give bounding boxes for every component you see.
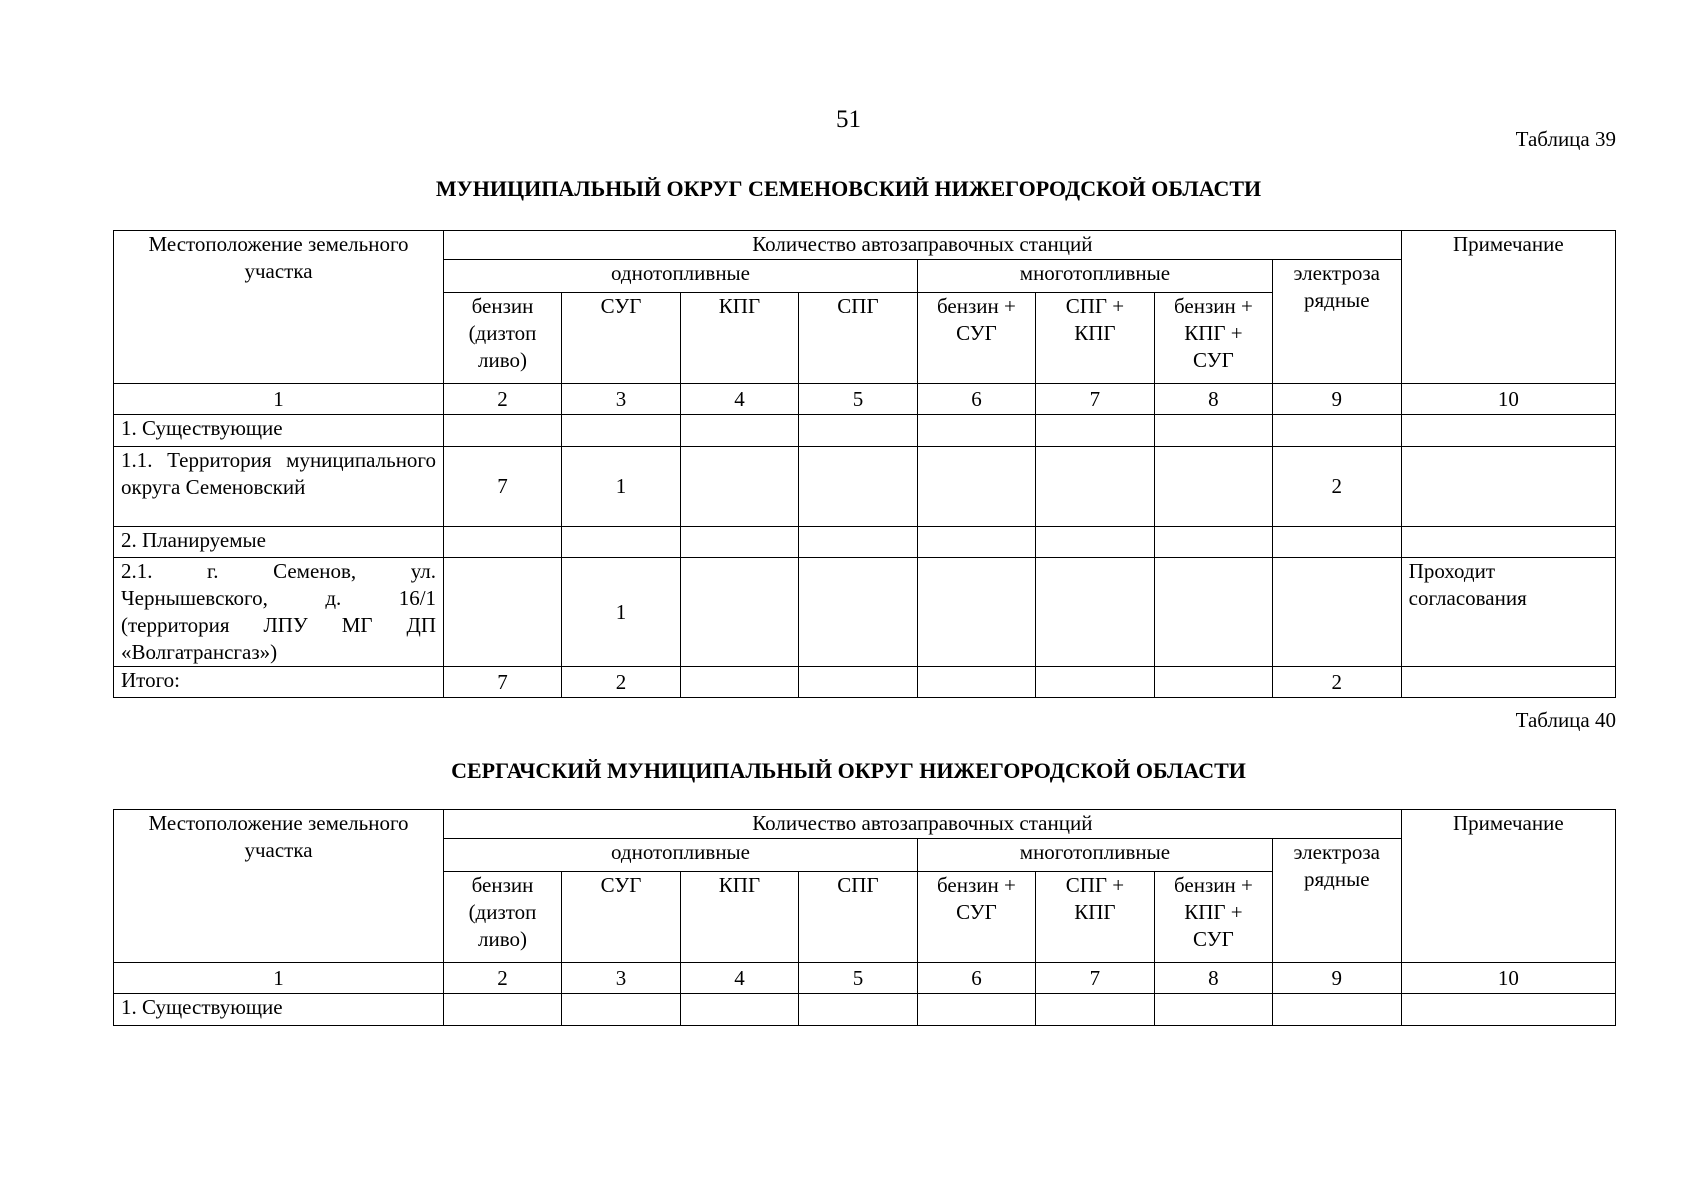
row-value (798, 415, 917, 447)
row-location: 2. Планируемые (114, 527, 444, 558)
row-value (1272, 558, 1401, 667)
row-value (1154, 558, 1272, 667)
row-value: 7 (444, 667, 562, 698)
row-value (681, 667, 799, 698)
column-number: 2 (444, 384, 562, 415)
row-location: Итого: (114, 667, 444, 698)
row-note (1401, 447, 1615, 527)
row-value (681, 447, 799, 527)
column-number: 8 (1154, 963, 1272, 994)
column-number: 10 (1401, 384, 1615, 415)
row-value (1154, 527, 1272, 558)
row-value (681, 415, 799, 447)
row-value (1272, 527, 1401, 558)
column-number: 1 (114, 384, 444, 415)
header-fuel-type: бензин (дизтоп ливо) (444, 872, 562, 963)
row-value: 2 (1272, 447, 1401, 527)
row-value (1035, 994, 1154, 1026)
header-note: Примечание (1401, 810, 1615, 963)
header-fuel-type: бензин + КПГ + СУГ (1154, 293, 1272, 384)
column-number-row (114, 384, 1616, 415)
header-fuel-type: СПГ + КПГ (1035, 293, 1154, 384)
table-row (114, 994, 1616, 1026)
table-row (114, 447, 1616, 527)
row-value (444, 415, 562, 447)
header-fuel-type: СПГ (798, 293, 917, 384)
row-value (444, 558, 562, 667)
table-row (114, 415, 1616, 447)
header-fuel-type: бензин + КПГ + СУГ (1154, 872, 1272, 963)
header-fuel-type: бензин + СУГ (917, 872, 1035, 963)
header-fuel-type: КПГ (681, 293, 799, 384)
row-value (917, 994, 1035, 1026)
row-value (1272, 994, 1401, 1026)
row-value (798, 527, 917, 558)
column-number: 5 (798, 963, 917, 994)
table-title: МУНИЦИПАЛЬНЫЙ ОКРУГ СЕМЕНОВСКИЙ НИЖЕГОРОДСКОЙ ОБЛАСТИ (435, 176, 1262, 201)
header-fuel-type: СУГ (561, 293, 680, 384)
column-number: 7 (1035, 384, 1154, 415)
row-value (798, 667, 917, 698)
row-value (561, 994, 680, 1026)
column-number-row (114, 963, 1616, 994)
header-row (114, 810, 1616, 839)
header-electric: электроза рядные (1272, 839, 1401, 963)
row-location: 1. Существующие (114, 994, 444, 1026)
row-value: 2 (561, 667, 680, 698)
row-location: 1.1. Территория муниципального округа Семеновский (114, 447, 444, 527)
header-row (114, 231, 1616, 260)
row-value (1035, 667, 1154, 698)
header-fuel-type: бензин + СУГ (917, 293, 1035, 384)
fuel-station-table (113, 809, 1616, 1026)
header-fuel-type: СПГ (798, 872, 917, 963)
header-fuel-type: бензин (дизтоп ливо) (444, 293, 562, 384)
header-note: Примечание (1401, 231, 1615, 384)
row-value (917, 447, 1035, 527)
column-number: 10 (1401, 963, 1615, 994)
row-value (917, 667, 1035, 698)
column-number: 7 (1035, 963, 1154, 994)
header-fuel-type: КПГ (681, 872, 799, 963)
row-value (444, 527, 562, 558)
header-single-fuel: однотопливные (444, 260, 918, 293)
header-multi-fuel: многотопливные (917, 839, 1272, 872)
column-number: 6 (917, 963, 1035, 994)
row-value: 7 (444, 447, 562, 527)
header-single-fuel: однотопливные (444, 839, 918, 872)
row-value (1154, 415, 1272, 447)
row-value (798, 447, 917, 527)
row-value (1154, 447, 1272, 527)
table-title: СЕРГАЧСКИЙ МУНИЦИПАЛЬНЫЙ ОКРУГ НИЖЕГОРОДСКОЙ ОБЛАСТИ (451, 758, 1246, 783)
row-value: 1 (561, 558, 680, 667)
row-value (1035, 527, 1154, 558)
header-location: Местоположение земельного участка (114, 231, 444, 384)
table-row (114, 667, 1616, 698)
row-value (1035, 558, 1154, 667)
column-number: 5 (798, 384, 917, 415)
row-value (1035, 415, 1154, 447)
table-row (114, 527, 1616, 558)
row-value (917, 558, 1035, 667)
row-note (1401, 415, 1615, 447)
row-location: 2.1. г. Семенов, ул. Чернышевского, д. 16/1 (территория ЛПУ МГ ДП «Волгатрансгаз») (114, 558, 444, 667)
column-number: 9 (1272, 384, 1401, 415)
column-number: 4 (681, 963, 799, 994)
row-note (1401, 527, 1615, 558)
header-electric: электроза рядные (1272, 260, 1401, 384)
table-label: Таблица 40 (1515, 708, 1616, 732)
row-value (681, 994, 799, 1026)
fuel-station-table (113, 230, 1616, 698)
row-value (917, 415, 1035, 447)
header-station-count: Количество автозаправочных станций (444, 231, 1402, 260)
row-location: 1. Существующие (114, 415, 444, 447)
header-fuel-type: СУГ (561, 872, 680, 963)
row-value (681, 558, 799, 667)
column-number: 3 (561, 963, 680, 994)
row-value (444, 994, 562, 1026)
row-value (1035, 447, 1154, 527)
row-value (561, 415, 680, 447)
header-fuel-type: СПГ + КПГ (1035, 872, 1154, 963)
column-number: 2 (444, 963, 562, 994)
row-value (1272, 415, 1401, 447)
column-number: 4 (681, 384, 799, 415)
table-label: Таблица 39 (1515, 127, 1616, 151)
column-number: 6 (917, 384, 1035, 415)
row-value (1154, 667, 1272, 698)
row-value (561, 527, 680, 558)
column-number: 3 (561, 384, 680, 415)
row-value (798, 558, 917, 667)
row-value (681, 527, 799, 558)
row-note (1401, 667, 1615, 698)
row-note (1401, 994, 1615, 1026)
header-multi-fuel: многотопливные (917, 260, 1272, 293)
row-value: 2 (1272, 667, 1401, 698)
column-number: 1 (114, 963, 444, 994)
row-value (917, 527, 1035, 558)
column-number: 8 (1154, 384, 1272, 415)
column-number: 9 (1272, 963, 1401, 994)
row-note: Проходит согласования (1401, 558, 1615, 667)
page-number: 51 (836, 106, 861, 133)
row-value (1154, 994, 1272, 1026)
row-value: 1 (561, 447, 680, 527)
table-row (114, 558, 1616, 667)
header-station-count: Количество автозаправочных станций (444, 810, 1402, 839)
header-location: Местоположение земельного участка (114, 810, 444, 963)
row-value (798, 994, 917, 1026)
